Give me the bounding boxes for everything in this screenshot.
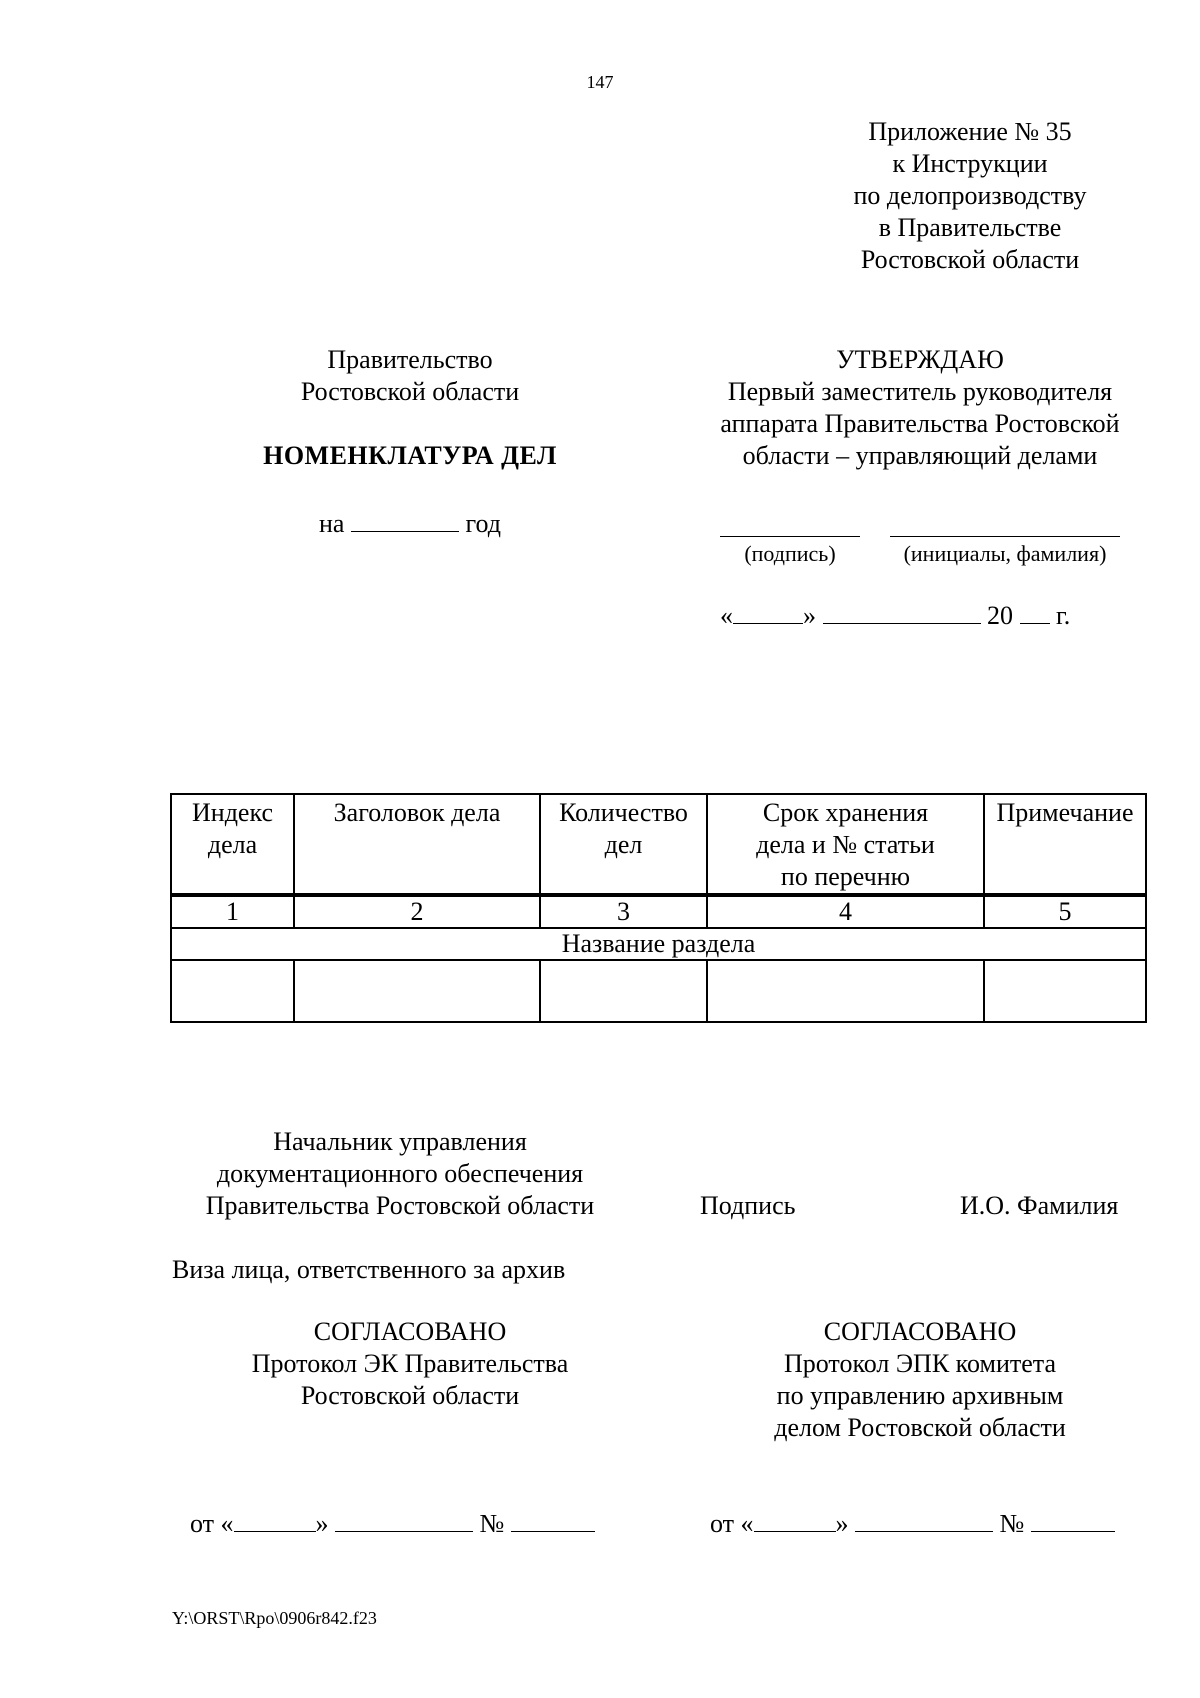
protocol-left-row (190, 1508, 595, 1540)
protocol-number-blank[interactable] (1031, 1509, 1115, 1532)
name-caption: (инициалы, фамилия) (903, 541, 1107, 566)
header-case-title (294, 794, 540, 894)
table-cell[interactable] (294, 960, 540, 1022)
header-text: дела (207, 830, 258, 859)
date-quote-close: » (803, 601, 816, 630)
agreed-line: Протокол ЭПК комитета (784, 1349, 1056, 1378)
table-cell[interactable] (171, 960, 294, 1022)
header-text: Примечание (996, 798, 1134, 827)
approval-line: аппарата Правительства Ростовской (720, 409, 1120, 438)
signature-field[interactable] (720, 536, 860, 567)
page-number: 147 (586, 72, 614, 92)
appendix-block (830, 116, 1110, 276)
nomenclature-table (170, 793, 1147, 1023)
protocol-month-blank[interactable] (855, 1509, 993, 1532)
head-line: документационного обеспечения (216, 1159, 584, 1188)
header-text: дела и № статьи (756, 830, 935, 859)
appendix-line: Приложение № 35 (868, 117, 1072, 146)
column-number: 4 (707, 896, 984, 928)
header-text: дел (604, 830, 643, 859)
year-prefix: на (319, 509, 345, 538)
agreed-line: Протокол ЭК Правительства (251, 1349, 569, 1378)
organization-block (220, 344, 600, 408)
agreed-line: делом Ростовской области (774, 1413, 1066, 1442)
table-cell[interactable] (540, 960, 707, 1022)
agreed-line: Ростовской области (300, 1381, 520, 1410)
head-of-department-block (180, 1126, 620, 1222)
signature-caption: (подпись) (744, 541, 836, 566)
year-line (220, 508, 600, 540)
agreed-line: по управлению архивным (776, 1381, 1064, 1410)
table-header-row (171, 794, 1146, 894)
head-line: Начальник управления (273, 1127, 527, 1156)
protocol-day-blank[interactable] (234, 1509, 316, 1532)
header-text: Индекс (192, 798, 273, 827)
year-prefix-20: 20 (987, 601, 1013, 630)
protocol-right-row (710, 1508, 1115, 1540)
organization-line: Правительство (327, 345, 493, 374)
header-note (984, 794, 1146, 894)
agreed-right-block (700, 1316, 1140, 1444)
appendix-line: Ростовской области (860, 245, 1080, 274)
protocol-close-quote: » (835, 1509, 849, 1538)
year-suffix: год (465, 509, 501, 538)
table-row (171, 960, 1146, 1022)
approval-heading: УТВЕРЖДАЮ (836, 345, 1004, 374)
day-blank[interactable] (733, 601, 803, 624)
section-row (171, 928, 1146, 960)
protocol-close-quote: » (315, 1509, 329, 1538)
year-blank[interactable] (351, 509, 459, 532)
date-quote-open: « (720, 601, 733, 630)
section-title: Название раздела (171, 928, 1146, 960)
appendix-line: в Правительстве (878, 213, 1062, 242)
name-line[interactable] (890, 536, 1120, 537)
month-blank[interactable] (823, 601, 981, 624)
header-index (171, 794, 294, 894)
protocol-from: от « (710, 1509, 754, 1538)
head-name-label: И.О. Фамилия (960, 1191, 1119, 1220)
column-number: 5 (984, 896, 1146, 928)
signature-line[interactable] (720, 536, 860, 537)
appendix-line: по делопроизводству (853, 181, 1087, 210)
header-text: по перечню (780, 862, 911, 891)
protocol-number-blank[interactable] (511, 1509, 595, 1532)
protocol-number-sign: № (999, 1509, 1025, 1538)
file-path: Y:\ORST\Rpo\0906r842.f23 (172, 1608, 377, 1628)
header-text: Заголовок дела (333, 798, 501, 827)
organization-line: Ростовской области (300, 377, 520, 406)
name-field[interactable] (890, 536, 1120, 567)
head-line: Правительства Ростовской области (205, 1191, 595, 1220)
approval-block (690, 344, 1150, 472)
column-number: 3 (540, 896, 707, 928)
agreed-heading: СОГЛАСОВАНО (313, 1317, 507, 1346)
approval-date-row (720, 600, 1140, 632)
agreed-left-block (190, 1316, 630, 1412)
column-number-row (171, 896, 1146, 928)
year-digits-blank[interactable] (1020, 601, 1050, 624)
protocol-day-blank[interactable] (754, 1509, 836, 1532)
agreed-heading: СОГЛАСОВАНО (823, 1317, 1017, 1346)
header-text: Количество (559, 798, 688, 827)
approval-line: области – управляющий делами (742, 441, 1098, 470)
document-title: НОМЕНКЛАТУРА ДЕЛ (263, 441, 557, 470)
head-signature-label: Подпись (700, 1191, 796, 1220)
protocol-from: от « (190, 1509, 234, 1538)
header-count (540, 794, 707, 894)
appendix-line: к Инструкции (892, 149, 1048, 178)
protocol-month-blank[interactable] (335, 1509, 473, 1532)
protocol-number-sign: № (479, 1509, 505, 1538)
header-retention (707, 794, 984, 894)
archive-visa: Виза лица, ответственного за архив (172, 1255, 566, 1284)
table-cell[interactable] (984, 960, 1146, 1022)
approval-signature-row (720, 536, 1140, 596)
header-text: Срок хранения (762, 798, 929, 827)
year-suffix-g: г. (1056, 601, 1071, 630)
column-number: 2 (294, 896, 540, 928)
column-number: 1 (171, 896, 294, 928)
table-cell[interactable] (707, 960, 984, 1022)
approval-line: Первый заместитель руководителя (727, 377, 1113, 406)
